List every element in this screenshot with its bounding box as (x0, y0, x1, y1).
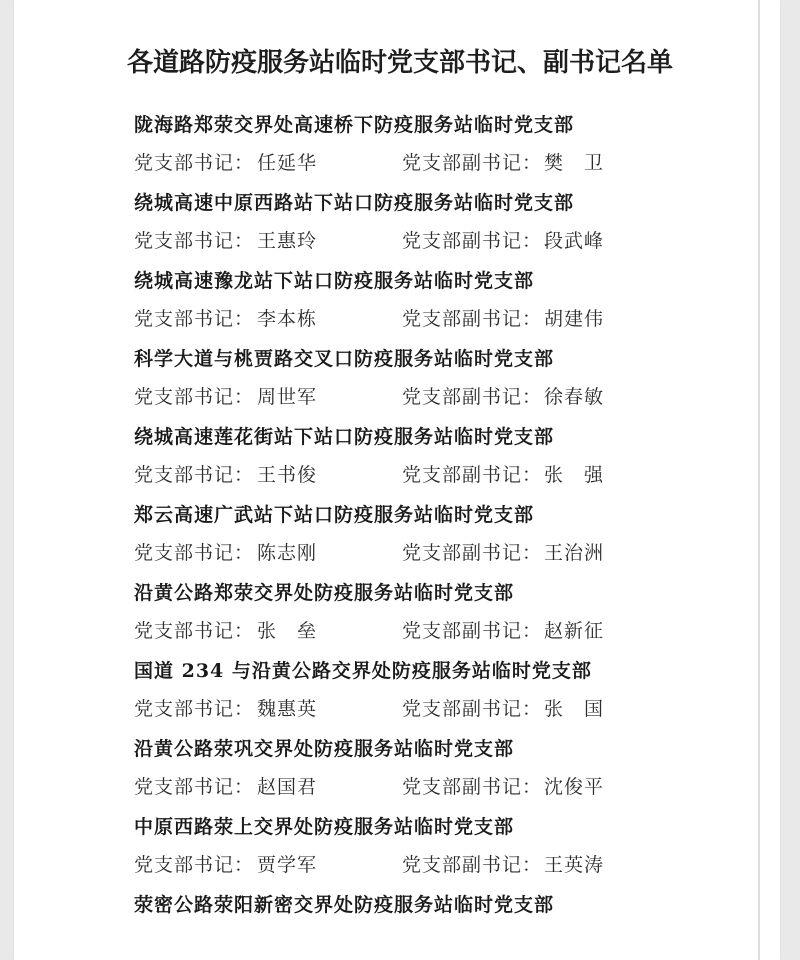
deputy-secretary-name: 王英涛 (544, 854, 605, 876)
station-entry (134, 500, 754, 578)
deputy-secretary-name: 徐春敏 (544, 386, 605, 408)
leader-row (134, 850, 754, 878)
secretary-label: 党支部书记： (134, 698, 255, 720)
secretary-name: 张 垒 (257, 620, 318, 642)
leader-row (134, 226, 754, 254)
deputy-secretary-name: 胡建伟 (544, 308, 605, 330)
secretary-label: 党支部书记： (134, 854, 255, 876)
secretary-label: 党支部书记： (134, 230, 255, 252)
deputy-secretary-name: 赵新征 (544, 620, 605, 642)
station-name: 沿黄公路荥巩交界处防疫服务站临时党支部 (134, 738, 515, 760)
station-name: 绕城高速豫龙站下站口防疫服务站临时党支部 (134, 270, 535, 292)
station-name: 郑云高速广武站下站口防疫服务站临时党支部 (134, 504, 535, 526)
secretary-name: 李本栋 (257, 308, 318, 330)
document-title: 各道路防疫服务站临时党支部书记、副书记名单 (126, 48, 673, 78)
station-name: 沿黄公路郑荥交界处防疫服务站临时党支部 (134, 582, 515, 604)
deputy-secretary-label: 党支部副书记： (402, 776, 543, 798)
station-name: 国道 234 与沿黄公路交界处防疫服务站临时党支部 (134, 660, 592, 682)
deputy-secretary-label: 党支部副书记： (402, 230, 543, 252)
secretary-label: 党支部书记： (134, 542, 255, 564)
secretary-label: 党支部书记： (134, 152, 255, 174)
station-name: 科学大道与桃贾路交叉口防疫服务站临时党支部 (134, 348, 555, 370)
deputy-secretary-name: 沈俊平 (544, 776, 605, 798)
station-entry (134, 734, 754, 812)
leader-row (134, 460, 754, 488)
station-entry (134, 656, 754, 734)
leader-row (134, 304, 754, 332)
station-list (134, 110, 754, 960)
leader-row (134, 538, 754, 566)
station-name: 陇海路郑荥交界处高速桥下防疫服务站临时党支部 (134, 114, 575, 136)
deputy-secretary-name: 张 强 (544, 464, 605, 486)
leader-row (134, 148, 754, 176)
secretary-name: 任延华 (257, 152, 318, 174)
secretary-name: 王惠玲 (257, 230, 318, 252)
secretary-label: 党支部书记： (134, 620, 255, 642)
deputy-secretary-label: 党支部副书记： (402, 386, 543, 408)
deputy-secretary-label: 党支部副书记： (402, 152, 543, 174)
secretary-name: 陈志刚 (257, 542, 318, 564)
deputy-secretary-name: 段武峰 (544, 230, 605, 252)
station-entry (134, 110, 754, 188)
leader-row (134, 694, 754, 722)
deputy-secretary-label: 党支部副书记： (402, 854, 543, 876)
secretary-name: 赵国君 (257, 776, 318, 798)
secretary-label: 党支部书记： (134, 776, 255, 798)
leader-row (134, 772, 754, 800)
document-page (14, 0, 780, 960)
leader-row (134, 616, 754, 644)
deputy-secretary-label: 党支部副书记： (402, 542, 543, 564)
deputy-secretary-name: 张 国 (544, 698, 605, 720)
deputy-secretary-name: 樊 卫 (544, 152, 605, 174)
secretary-label: 党支部书记： (134, 308, 255, 330)
leader-row (134, 382, 754, 410)
station-entry (134, 812, 754, 890)
station-entry (134, 890, 754, 960)
secretary-name: 贾学军 (257, 854, 318, 876)
station-entry (134, 344, 754, 422)
secretary-name: 魏惠英 (257, 698, 318, 720)
station-name: 荥密公路荥阳新密交界处防疫服务站临时党支部 (134, 894, 555, 916)
station-entry (134, 266, 754, 344)
secretary-label: 党支部书记： (134, 386, 255, 408)
page-edge-divider (758, 0, 760, 960)
station-entry (134, 188, 754, 266)
deputy-secretary-label: 党支部副书记： (402, 308, 543, 330)
station-entry (134, 422, 754, 500)
station-entry (134, 578, 754, 656)
deputy-secretary-label: 党支部副书记： (402, 698, 543, 720)
secretary-label: 党支部书记： (134, 464, 255, 486)
station-name: 绕城高速中原西路站下站口防疫服务站临时党支部 (134, 192, 575, 214)
deputy-secretary-label: 党支部副书记： (402, 464, 543, 486)
deputy-secretary-label: 党支部副书记： (402, 620, 543, 642)
station-name: 绕城高速莲花街站下站口防疫服务站临时党支部 (134, 426, 555, 448)
secretary-name: 王书俊 (257, 464, 318, 486)
secretary-name: 周世军 (257, 386, 318, 408)
deputy-secretary-name: 王治洲 (544, 542, 605, 564)
station-name: 中原西路荥上交界处防疫服务站临时党支部 (134, 816, 515, 838)
